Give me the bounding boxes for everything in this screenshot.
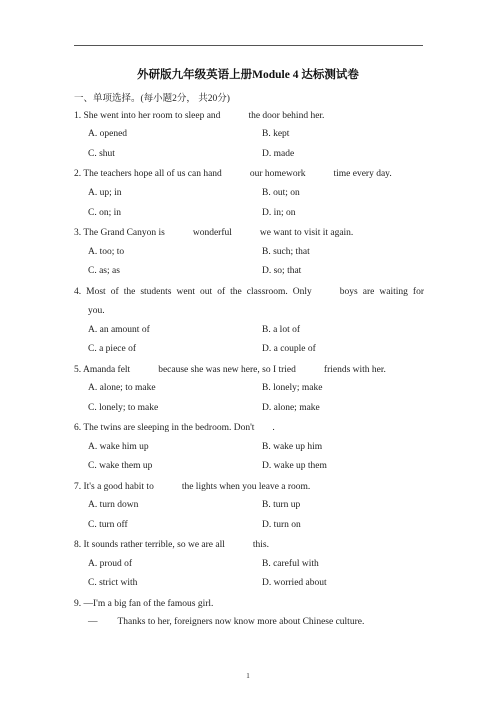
q2-option-a[interactable]: A. up; in — [88, 188, 122, 198]
q3-option-c[interactable]: C. as; as — [88, 266, 120, 276]
q3-option-d[interactable]: D. so; that — [262, 266, 302, 276]
q7-option-d[interactable]: D. turn on — [262, 520, 301, 530]
question-9: 9. —I'm a big fan of the famous girl. — [74, 599, 214, 609]
question-8: 8. It sounds rather terrible, so we are all this. — [74, 540, 270, 550]
q8-option-a[interactable]: A. proud of — [88, 559, 133, 569]
question-4-continued: you. — [88, 306, 105, 316]
q7-option-b[interactable]: B. turn up — [262, 500, 301, 510]
q4-option-d[interactable]: D. a couple of — [262, 344, 316, 354]
page-title: 外研版九年级英语上册Module 4 达标测试卷 — [137, 69, 359, 81]
q8-option-c[interactable]: C. strict with — [88, 578, 138, 588]
question-7: 7. It's a good habit to the lights when you leave a room. — [74, 482, 311, 492]
q2-option-b[interactable]: B. out; on — [262, 188, 300, 198]
q5-option-d[interactable]: D. alone; make — [262, 403, 320, 413]
q5-option-a[interactable]: A. alone; to make — [88, 383, 156, 393]
q6-option-d[interactable]: D. wake up them — [262, 461, 327, 471]
q1-option-b[interactable]: B. kept — [262, 129, 290, 139]
q6-option-b[interactable]: B. wake up him — [262, 442, 323, 452]
q8-option-d[interactable]: D. worried about — [262, 578, 327, 588]
q7-option-a[interactable]: A. turn down — [88, 500, 139, 510]
page-number: 1 — [246, 672, 250, 680]
q1-option-c[interactable]: C. shut — [88, 149, 115, 159]
question-1: 1. She went into her room to sleep and the door behind her. — [74, 111, 325, 121]
q5-option-c[interactable]: C. lonely; to make — [88, 403, 159, 413]
header-rule — [74, 45, 423, 46]
q5-option-b[interactable]: B. lonely; make — [262, 383, 323, 393]
q2-option-c[interactable]: C. on; in — [88, 208, 121, 218]
question-5: 5. Amanda felt because she was new here, so I tried friends with her. — [74, 365, 386, 375]
q4-option-a[interactable]: A. an amount of — [88, 325, 150, 335]
question-4: 4. Most of the students went out of the classroom. Only boys are waiting for — [74, 287, 424, 297]
q1-option-a[interactable]: A. opened — [88, 129, 128, 139]
q1-option-d[interactable]: D. made — [262, 149, 295, 159]
question-3: 3. The Grand Canyon is wonderful we want to visit it again. — [74, 228, 354, 238]
q4-option-b[interactable]: B. a lot of — [262, 325, 300, 335]
q7-option-c[interactable]: C. turn off — [88, 520, 128, 530]
q8-option-b[interactable]: B. careful with — [262, 559, 319, 569]
q4-option-c[interactable]: C. a piece of — [88, 344, 137, 354]
question-6: 6. The twins are sleeping in the bedroom. Don't . — [74, 423, 275, 433]
section-heading: 一、单项选择。(每小题2分， 共20分) — [74, 94, 230, 104]
q3-option-b[interactable]: B. such; that — [262, 247, 310, 257]
q3-option-a[interactable]: A. too; to — [88, 247, 125, 257]
q6-option-a[interactable]: A. wake him up — [88, 442, 149, 452]
q2-option-d[interactable]: D. in; on — [262, 208, 296, 218]
question-2: 2. The teachers hope all of us can hand our homework time every day. — [74, 169, 392, 179]
q6-option-c[interactable]: C. wake them up — [88, 461, 153, 471]
question-9-reply: — Thanks to her, foreigners now know more about Chinese culture. — [88, 617, 365, 627]
